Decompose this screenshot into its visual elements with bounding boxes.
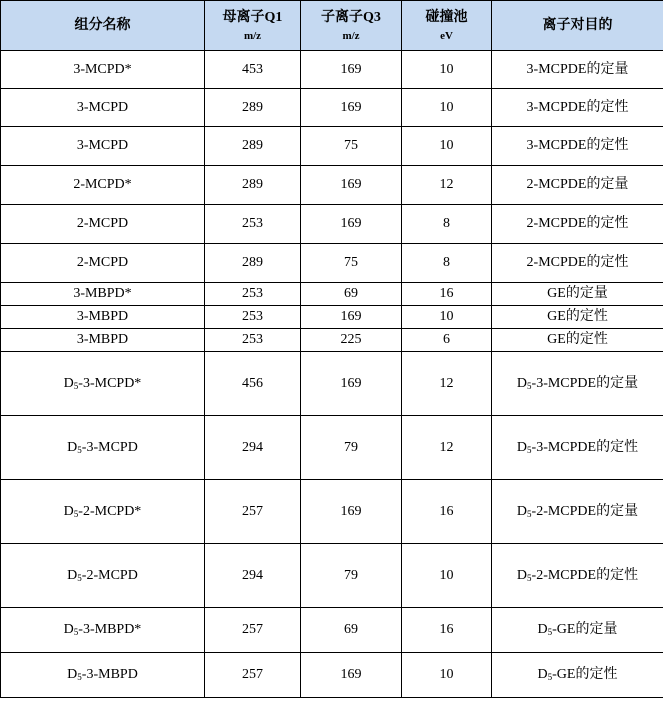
cell-parent-ion: 253 <box>205 329 301 352</box>
table-row <box>1 653 663 698</box>
table-row <box>1 89 663 127</box>
cell-parent-ion: 453 <box>205 51 301 89</box>
purpose-subscript: 5 <box>527 508 532 519</box>
component-name: 3-MBPD <box>76 309 129 324</box>
cell-purpose <box>492 608 663 653</box>
purpose-text: -3-MCPDE的定量 <box>531 375 639 391</box>
cell-component <box>1 608 205 653</box>
cell-parent-ion: 289 <box>205 89 301 127</box>
purpose-text: GE的定量 <box>547 286 608 301</box>
header-purpose: 离子对目的 <box>492 1 663 51</box>
table-row <box>1 329 663 352</box>
cell-purpose <box>492 653 663 698</box>
cell-child-ion: 169 <box>301 480 402 544</box>
cell-component <box>1 544 205 608</box>
purpose-text: 2-MCPDE的定性 <box>526 216 629 231</box>
cell-component <box>1 127 205 166</box>
cell-component <box>1 306 205 329</box>
cell-purpose <box>492 244 663 283</box>
cell-child-ion: 169 <box>301 166 402 205</box>
component-name: 3-MCPD <box>76 138 129 153</box>
purpose-text: 3-MCPDE的定性 <box>526 99 629 115</box>
cell-collision-energy: 16 <box>402 283 492 306</box>
cell-component <box>1 89 205 127</box>
purpose-prefix: D <box>537 667 548 682</box>
component-subscript: 5 <box>73 627 79 637</box>
component-subscript: 5 <box>77 444 82 455</box>
cell-collision-energy: 16 <box>402 608 492 653</box>
cell-parent-ion: 253 <box>205 283 301 306</box>
component-name: -3-MBPD* <box>78 622 142 637</box>
purpose-text: -3-MCPDE的定性 <box>531 439 639 455</box>
cell-parent-ion: 257 <box>205 608 301 653</box>
component-name: 3-MCPD* <box>73 61 132 77</box>
cell-parent-ion: 289 <box>205 244 301 283</box>
cell-parent-ion: 253 <box>205 205 301 244</box>
table-row <box>1 127 663 166</box>
cell-component <box>1 480 205 544</box>
cell-parent-ion: 257 <box>205 480 301 544</box>
component-subscript: 5 <box>77 572 82 583</box>
component-prefix: D <box>67 439 78 455</box>
cell-collision-energy: 12 <box>402 416 492 480</box>
cell-parent-ion: 294 <box>205 544 301 608</box>
component-name: -2-MCPD <box>81 567 138 583</box>
cell-collision-energy: 12 <box>402 166 492 205</box>
cell-collision-energy: 10 <box>402 306 492 329</box>
cell-purpose <box>492 416 663 480</box>
purpose-prefix: D <box>516 503 528 519</box>
table-row <box>1 283 663 306</box>
table-row <box>1 416 663 480</box>
component-name: 3-MBPD <box>76 332 129 347</box>
cell-purpose <box>492 329 663 352</box>
table-row <box>1 352 663 416</box>
cell-purpose <box>492 89 663 127</box>
table-row <box>1 544 663 608</box>
component-prefix: D <box>67 667 78 682</box>
component-name: -3-MBPD <box>81 667 138 682</box>
cell-component <box>1 205 205 244</box>
cell-collision-energy: 10 <box>402 544 492 608</box>
cell-component <box>1 653 205 698</box>
purpose-text: 2-MCPDE的定量 <box>526 177 629 192</box>
cell-child-ion: 75 <box>301 244 402 283</box>
cell-child-ion: 169 <box>301 306 402 329</box>
cell-collision-energy: 10 <box>402 653 492 698</box>
purpose-text: -2-MCPDE的定性 <box>531 567 639 583</box>
purpose-text: 3-MCPDE的定性 <box>526 138 629 153</box>
cell-component <box>1 416 205 480</box>
cell-parent-ion: 289 <box>205 127 301 166</box>
table-row <box>1 244 663 283</box>
component-name: -3-MCPD* <box>78 375 142 391</box>
cell-child-ion: 169 <box>301 89 402 127</box>
cell-purpose <box>492 480 663 544</box>
cell-component <box>1 166 205 205</box>
cell-child-ion: 169 <box>301 51 402 89</box>
table-row <box>1 51 663 89</box>
purpose-text: 3-MCPDE的定量 <box>526 61 629 77</box>
header-collision: 碰撞池 eV <box>402 1 492 51</box>
component-prefix: D <box>63 622 74 637</box>
purpose-subscript: 5 <box>527 572 532 583</box>
purpose-prefix: D <box>516 375 528 391</box>
cell-collision-energy: 8 <box>402 244 492 283</box>
cell-purpose <box>492 283 663 306</box>
purpose-prefix: D <box>516 567 528 583</box>
cell-purpose <box>492 352 663 416</box>
purpose-subscript: 5 <box>527 380 532 391</box>
component-prefix: D <box>63 503 74 519</box>
table-row <box>1 608 663 653</box>
header-child-ion: 子离子Q3 m/z <box>301 1 402 51</box>
purpose-text: -GE的定性 <box>552 667 618 682</box>
cell-parent-ion: 456 <box>205 352 301 416</box>
cell-child-ion: 169 <box>301 205 402 244</box>
component-name: 3-MCPD <box>76 99 129 115</box>
cell-purpose <box>492 205 663 244</box>
cell-purpose <box>492 306 663 329</box>
cell-collision-energy: 10 <box>402 89 492 127</box>
cell-child-ion: 225 <box>301 329 402 352</box>
cell-collision-energy: 12 <box>402 352 492 416</box>
cell-component <box>1 244 205 283</box>
cell-component <box>1 51 205 89</box>
component-name: 2-MCPD <box>76 255 129 270</box>
table-row <box>1 480 663 544</box>
cell-collision-energy: 6 <box>402 329 492 352</box>
cell-collision-energy: 10 <box>402 127 492 166</box>
cell-purpose <box>492 51 663 89</box>
cell-parent-ion: 294 <box>205 416 301 480</box>
cell-purpose <box>492 127 663 166</box>
header-parent-ion: 母离子Q1 m/z <box>205 1 301 51</box>
cell-child-ion: 169 <box>301 352 402 416</box>
purpose-subscript: 5 <box>547 672 553 682</box>
component-name: 2-MCPD <box>76 216 129 231</box>
component-name: -3-MCPD <box>81 439 138 455</box>
cell-parent-ion: 253 <box>205 306 301 329</box>
cell-child-ion: 69 <box>301 283 402 306</box>
purpose-text: GE的定性 <box>547 332 608 347</box>
table-row <box>1 166 663 205</box>
component-prefix: D <box>67 567 78 583</box>
component-subscript: 5 <box>73 380 79 391</box>
purpose-text: GE的定性 <box>547 309 608 324</box>
cell-child-ion: 69 <box>301 608 402 653</box>
purpose-text: -2-MCPDE的定量 <box>531 503 639 519</box>
cell-child-ion: 75 <box>301 127 402 166</box>
purpose-subscript: 5 <box>527 444 532 455</box>
cell-child-ion: 79 <box>301 544 402 608</box>
cell-collision-energy: 8 <box>402 205 492 244</box>
table-row <box>1 306 663 329</box>
cell-parent-ion: 289 <box>205 166 301 205</box>
component-subscript: 5 <box>73 508 79 519</box>
cell-purpose <box>492 544 663 608</box>
cell-collision-energy: 10 <box>402 51 492 89</box>
cell-component <box>1 329 205 352</box>
cell-purpose <box>492 166 663 205</box>
purpose-text: 2-MCPDE的定性 <box>526 255 629 270</box>
purpose-subscript: 5 <box>547 627 553 637</box>
header-component: 组分名称 <box>1 1 205 51</box>
cell-component <box>1 283 205 306</box>
cell-collision-energy: 16 <box>402 480 492 544</box>
cell-child-ion: 169 <box>301 653 402 698</box>
cell-child-ion: 79 <box>301 416 402 480</box>
purpose-prefix: D <box>537 622 548 637</box>
table-row <box>1 205 663 244</box>
header-row <box>1 1 663 51</box>
cell-component <box>1 352 205 416</box>
component-prefix: D <box>63 375 74 391</box>
component-name: 2-MCPD* <box>73 177 132 192</box>
component-name: -2-MCPD* <box>78 503 142 519</box>
component-subscript: 5 <box>77 672 82 682</box>
purpose-text: -GE的定量 <box>552 622 618 637</box>
purpose-prefix: D <box>516 439 528 455</box>
component-name: 3-MBPD* <box>73 286 132 301</box>
cell-parent-ion: 257 <box>205 653 301 698</box>
